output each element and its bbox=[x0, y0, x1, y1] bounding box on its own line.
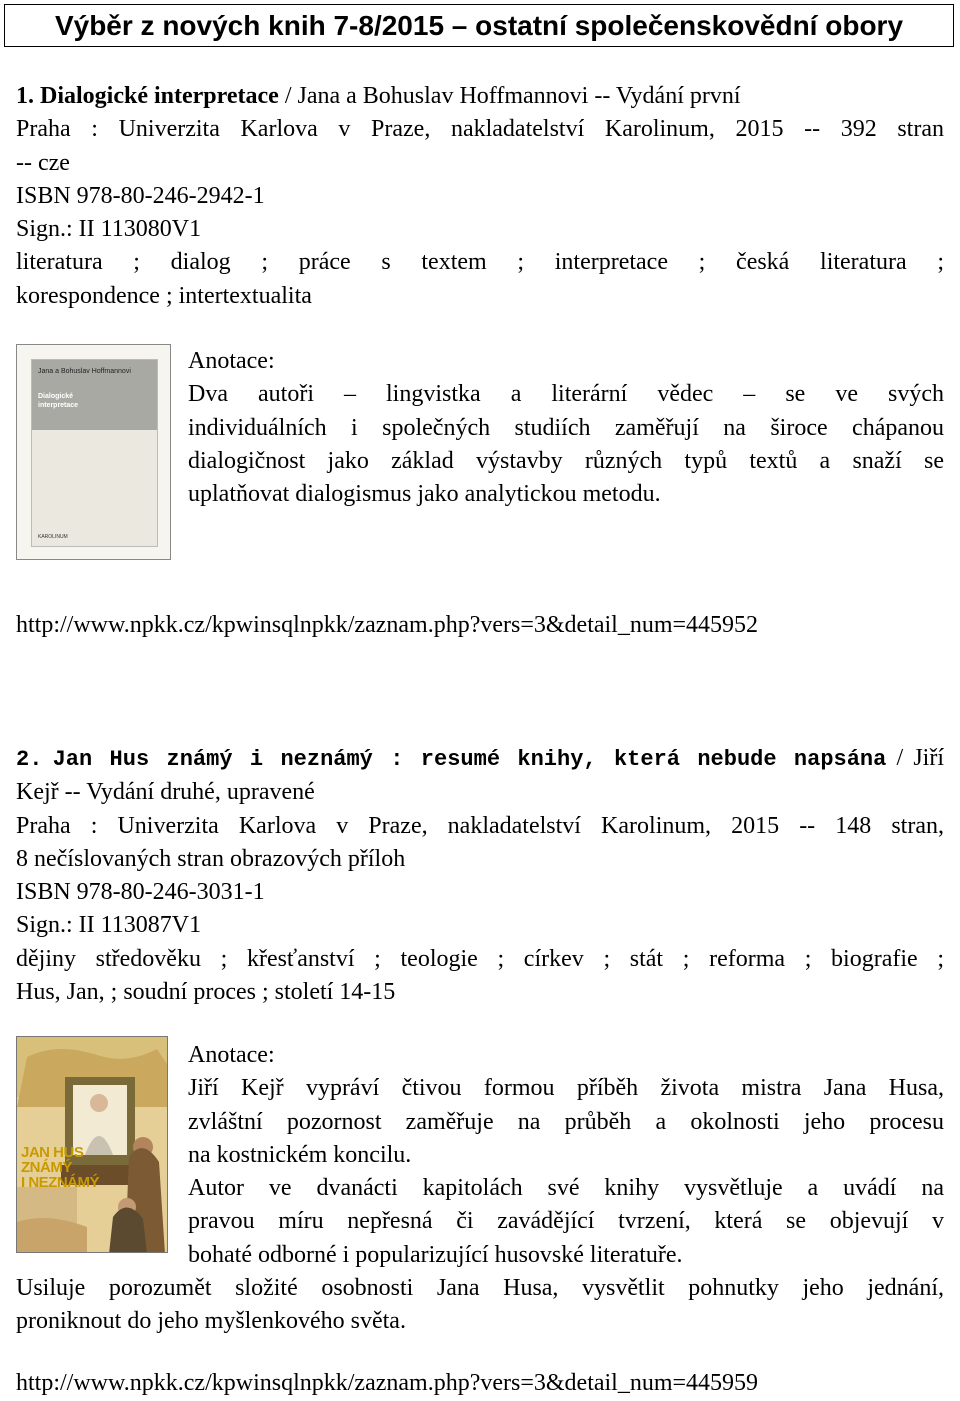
publication-info-cont: 8 nečíslovaných stran obrazových příloh bbox=[16, 845, 406, 872]
book-title: Jan Hus známý i neznámý : resumé knihy, která nebude napsána bbox=[52, 747, 887, 772]
entry-number: 1. bbox=[16, 83, 34, 109]
annotation-line: uplatňovat dialogismus jako analytickou metodu. bbox=[188, 481, 661, 508]
publication-info-cont: -- cze bbox=[16, 149, 70, 176]
annotation-line: dialogičnost jako základ výstavby různých typů textů a snaží se bbox=[188, 447, 944, 474]
book-cover-image bbox=[16, 344, 171, 560]
annotation-line: individuálních i společných studiích zaměřují na široce chápanou bbox=[188, 414, 944, 441]
cover-author: Jana a Bohuslav Hoffmannovi bbox=[38, 368, 131, 375]
book-entry-1 bbox=[16, 80, 944, 313]
page-title: Výběr z nových knih 7-8/2015 – ostatní společenskovědní obory bbox=[4, 4, 954, 47]
entry-number: 2. bbox=[16, 747, 43, 772]
annotation-line: bohaté odborné i popularizující husovské literatuře. bbox=[188, 1241, 683, 1268]
publication-info: Praha : Univerzita Karlova v Praze, nakladatelství Karolinum, 2015 -- 392 stran bbox=[16, 116, 944, 143]
annotation-line: proniknout do jeho myšlenkového světa. bbox=[16, 1308, 406, 1335]
annotation-line: Dva autoři – lingvistka a literární vědec – se ve svých bbox=[188, 381, 944, 408]
book-authors-edition: / Jana a Bohuslav Hoffmannovi -- Vydání první bbox=[284, 83, 741, 109]
annotation-line: Usiluje porozumět složité osobnosti Jana Husa, vysvětlit pohnutky jeho jednání, bbox=[16, 1275, 944, 1301]
book-entry-2 bbox=[16, 742, 944, 1009]
book-title: Dialogické interpretace bbox=[40, 83, 279, 109]
annotation-2 bbox=[188, 1039, 944, 1272]
signature: Sign.: II 113087V1 bbox=[16, 912, 202, 939]
annotation-label: Anotace: bbox=[188, 1042, 275, 1068]
isbn: ISBN 978-80-246-2942-1 bbox=[16, 182, 265, 209]
keywords: dějiny středověku ; křesťanství ; teologie ; církev ; stát ; reforma ; biografie ; bbox=[16, 945, 944, 972]
annotation-line: Autor ve dvanácti kapitolách své knihy vysvětluje a uvádí na bbox=[188, 1175, 944, 1202]
book-authors-edition: Kejř -- Vydání druhé, upravené bbox=[16, 779, 315, 806]
book-cover-image bbox=[16, 1036, 168, 1253]
signature: Sign.: II 113080V1 bbox=[16, 216, 202, 243]
annotation-line: pravou míru nepřesná či zavádějící tvrzení, která se objevují v bbox=[188, 1208, 944, 1235]
annotation-line: Jiří Kejř vypráví čtivou formou příběh života mistra Jana Husa, bbox=[188, 1075, 944, 1102]
annotation-line: zvláštní pozornost zaměřuje na průběh a okolnosti jeho procesu bbox=[188, 1108, 944, 1135]
isbn: ISBN 978-80-246-3031-1 bbox=[16, 879, 265, 906]
annotation-label: Anotace: bbox=[188, 348, 275, 374]
keywords-cont: korespondence ; intertextualita bbox=[16, 282, 312, 309]
catalog-link-1[interactable]: http://www.npkk.cz/kpwinsqlnpkk/zaznam.php?vers=3&detail_num=445952 bbox=[16, 612, 759, 638]
book-authors: / Jiří bbox=[896, 745, 945, 771]
catalog-link-2[interactable]: http://www.npkk.cz/kpwinsqlnpkk/zaznam.php?vers=3&detail_num=445959 bbox=[16, 1370, 759, 1396]
publication-info: Praha : Univerzita Karlova v Praze, nakladatelství Karolinum, 2015 -- 148 stran, bbox=[16, 812, 944, 839]
keywords-cont: Hus, Jan, ; soudní proces ; století 14-15 bbox=[16, 979, 396, 1006]
annotation-1 bbox=[188, 345, 944, 511]
cover-publisher: KAROLINUM bbox=[38, 534, 68, 540]
cover-title: Dialogické interpretace bbox=[38, 393, 79, 409]
annotation-line: na kostnickém koncilu. bbox=[188, 1141, 412, 1168]
cover-title: JAN HUS ZNÁMÝ I NEZNÁMÝ bbox=[21, 1144, 99, 1191]
keywords: literatura ; dialog ; práce s textem ; interpretace ; česká literatura ; bbox=[16, 249, 944, 276]
annotation-2-tail bbox=[16, 1272, 944, 1339]
